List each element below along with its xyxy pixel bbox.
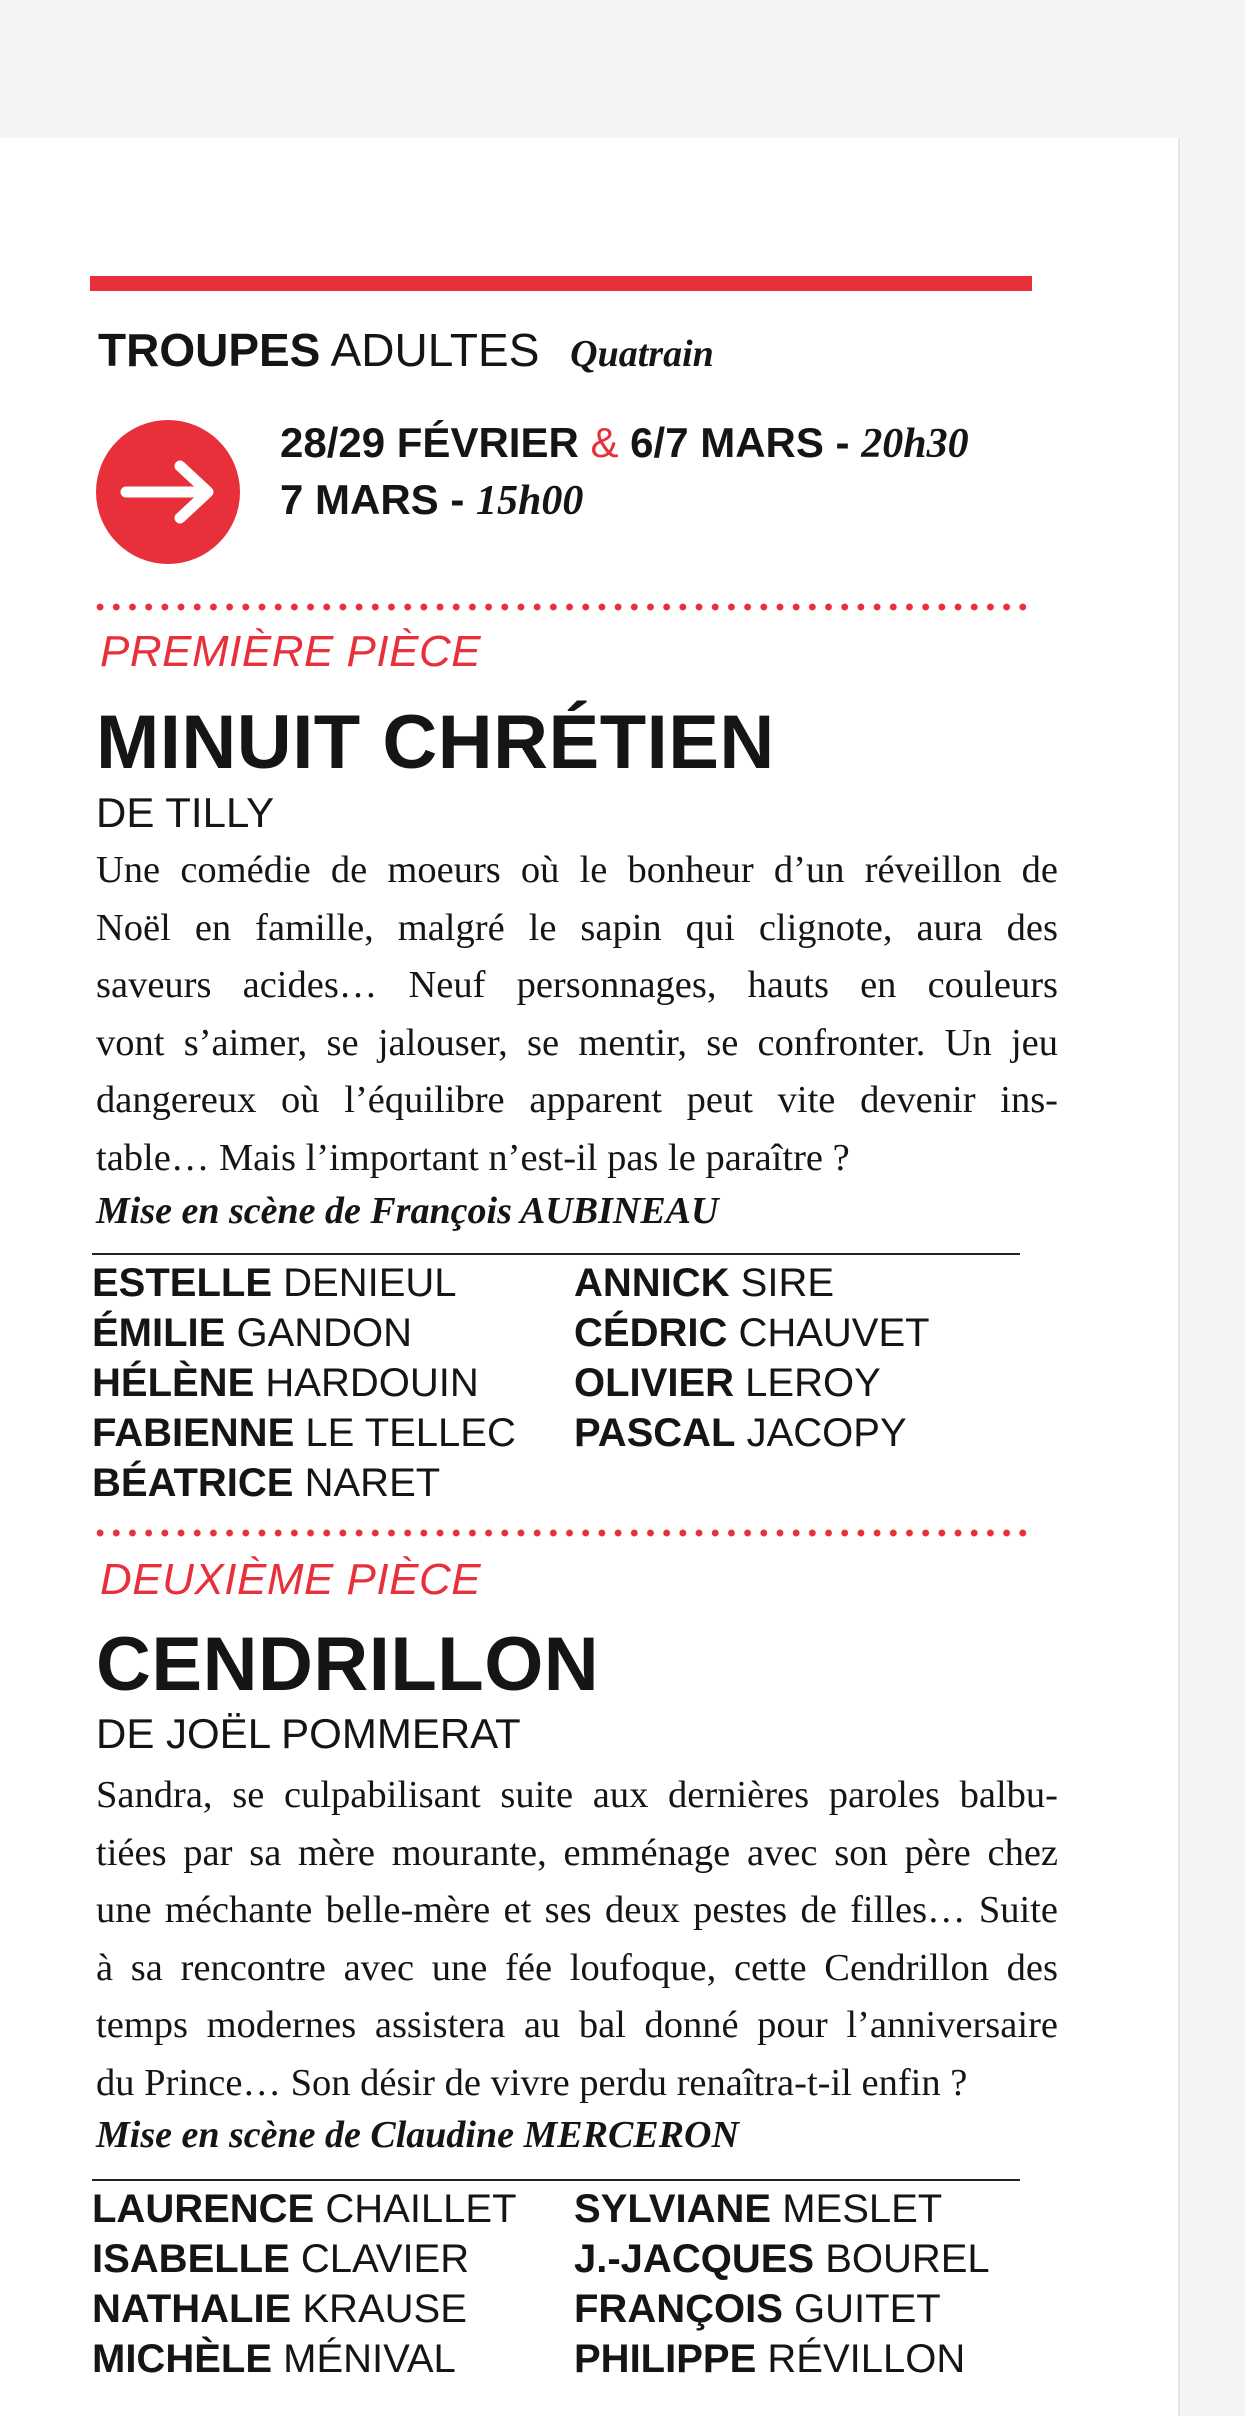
cast-member: BÉATRICE NARET	[92, 1461, 441, 1505]
piece1-title: MINUIT CHRÉTIEN	[96, 700, 775, 785]
schedule-dates-1: 28/29 FÉVRIER	[280, 419, 579, 466]
company-name: Quatrain	[570, 333, 714, 375]
piece2-rule	[92, 2179, 1020, 2181]
cast-member: OLIVIER LEROY	[574, 1361, 881, 1405]
description-line: dangereux où l’équilibre apparent peut vite devenir ins-	[96, 1079, 1058, 1121]
piece1-rule	[92, 1253, 1020, 1255]
dotted-divider	[92, 1529, 1032, 1537]
cast-member: PHILIPPE RÉVILLON	[574, 2337, 966, 2381]
description-line: du Prince… Son désir de vivre perdu renaîtra-t-il enfin ?	[96, 2061, 968, 2104]
piece2-director: Mise en scène de Claudine MERCERON	[96, 2114, 739, 2156]
dotted-divider	[92, 603, 1032, 611]
cast-member: SYLVIANE MESLET	[574, 2187, 943, 2231]
section-subtitle: ADULTES	[330, 324, 540, 376]
cast-member: NATHALIE KRAUSE	[92, 2287, 467, 2331]
description-line: table… Mais l’important n’est-il pas le paraître ?	[96, 1136, 850, 1179]
piece1-description	[96, 842, 1058, 1187]
cast-member: ANNICK SIRE	[574, 1261, 835, 1305]
description-line: vont s’aimer, se jalouser, se mentir, se confronter. Un jeu	[96, 1021, 1058, 1064]
cast-column-right	[574, 2184, 990, 2384]
section-header	[98, 322, 714, 382]
schedule-line-2	[280, 472, 969, 529]
cast-member: LAURENCE CHAILLET	[92, 2187, 517, 2231]
description-line: Sandra, se culpabilisant suite aux dernières paroles balbu-	[96, 1774, 1058, 1816]
cast-member: FRANÇOIS GUITET	[574, 2287, 941, 2331]
schedule-ampersand: &	[590, 419, 619, 466]
cast-member: J.-JACQUES BOUREL	[574, 2237, 990, 2281]
cast-member: ISABELLE CLAVIER	[92, 2237, 470, 2281]
cast-column-right	[574, 1258, 930, 1458]
description-line: à sa rencontre avec une fée loufoque, cette Cendrillon des	[96, 1946, 1058, 1989]
cast-member: FABIENNE LE TELLEC	[92, 1411, 516, 1455]
piece2-description	[96, 1767, 1058, 2112]
piece1-director: Mise en scène de François AUBINEAU	[96, 1190, 719, 1232]
schedule	[280, 415, 969, 529]
cast-member: ÉMILIE GANDON	[92, 1311, 413, 1355]
section-title: TROUPES	[98, 324, 321, 376]
description-line: Noël en famille, malgré le sapin qui clignote, aura des	[96, 906, 1058, 949]
description-line: une méchante belle-mère et ses deux pestes de filles… Suite	[96, 1889, 1058, 1931]
piece2-title: CENDRILLON	[96, 1622, 600, 1707]
schedule-line-1	[280, 415, 969, 472]
piece2-author: DE JOËL POMMERAT	[96, 1710, 521, 1757]
piece1-author: DE TILLY	[96, 789, 275, 836]
piece1-label: PREMIÈRE PIÈCE	[100, 627, 482, 676]
description-line: temps modernes assistera au bal donné pour l’anniversaire	[96, 2004, 1058, 2046]
schedule-time-1: 20h30	[861, 421, 969, 467]
arrow-right-icon	[96, 420, 240, 564]
cast-member: MICHÈLE MÉNIVAL	[92, 2337, 456, 2381]
description-line: tiées par sa mère mourante, emménage avec son père chez	[96, 1831, 1058, 1874]
schedule-date-3: 7 MARS -	[280, 476, 465, 523]
cast-member: PASCAL JACOPY	[574, 1411, 907, 1455]
schedule-time-2: 15h00	[476, 478, 584, 524]
cast-member: CÉDRIC CHAUVET	[574, 1311, 930, 1355]
piece2-label: DEUXIÈME PIÈCE	[100, 1555, 482, 1604]
cast-member: ESTELLE DENIEUL	[92, 1261, 457, 1305]
description-line: saveurs acides… Neuf personnages, hauts en couleurs	[96, 964, 1058, 1006]
cast-member: HÉLÈNE HARDOUIN	[92, 1361, 479, 1405]
top-red-bar	[90, 276, 1032, 291]
description-line: Une comédie de moeurs où le bonheur d’un réveillon de	[96, 849, 1058, 891]
schedule-dates-2: 6/7 MARS -	[630, 419, 850, 466]
cast-column-left	[92, 1258, 516, 1508]
cast-column-left	[92, 2184, 517, 2384]
